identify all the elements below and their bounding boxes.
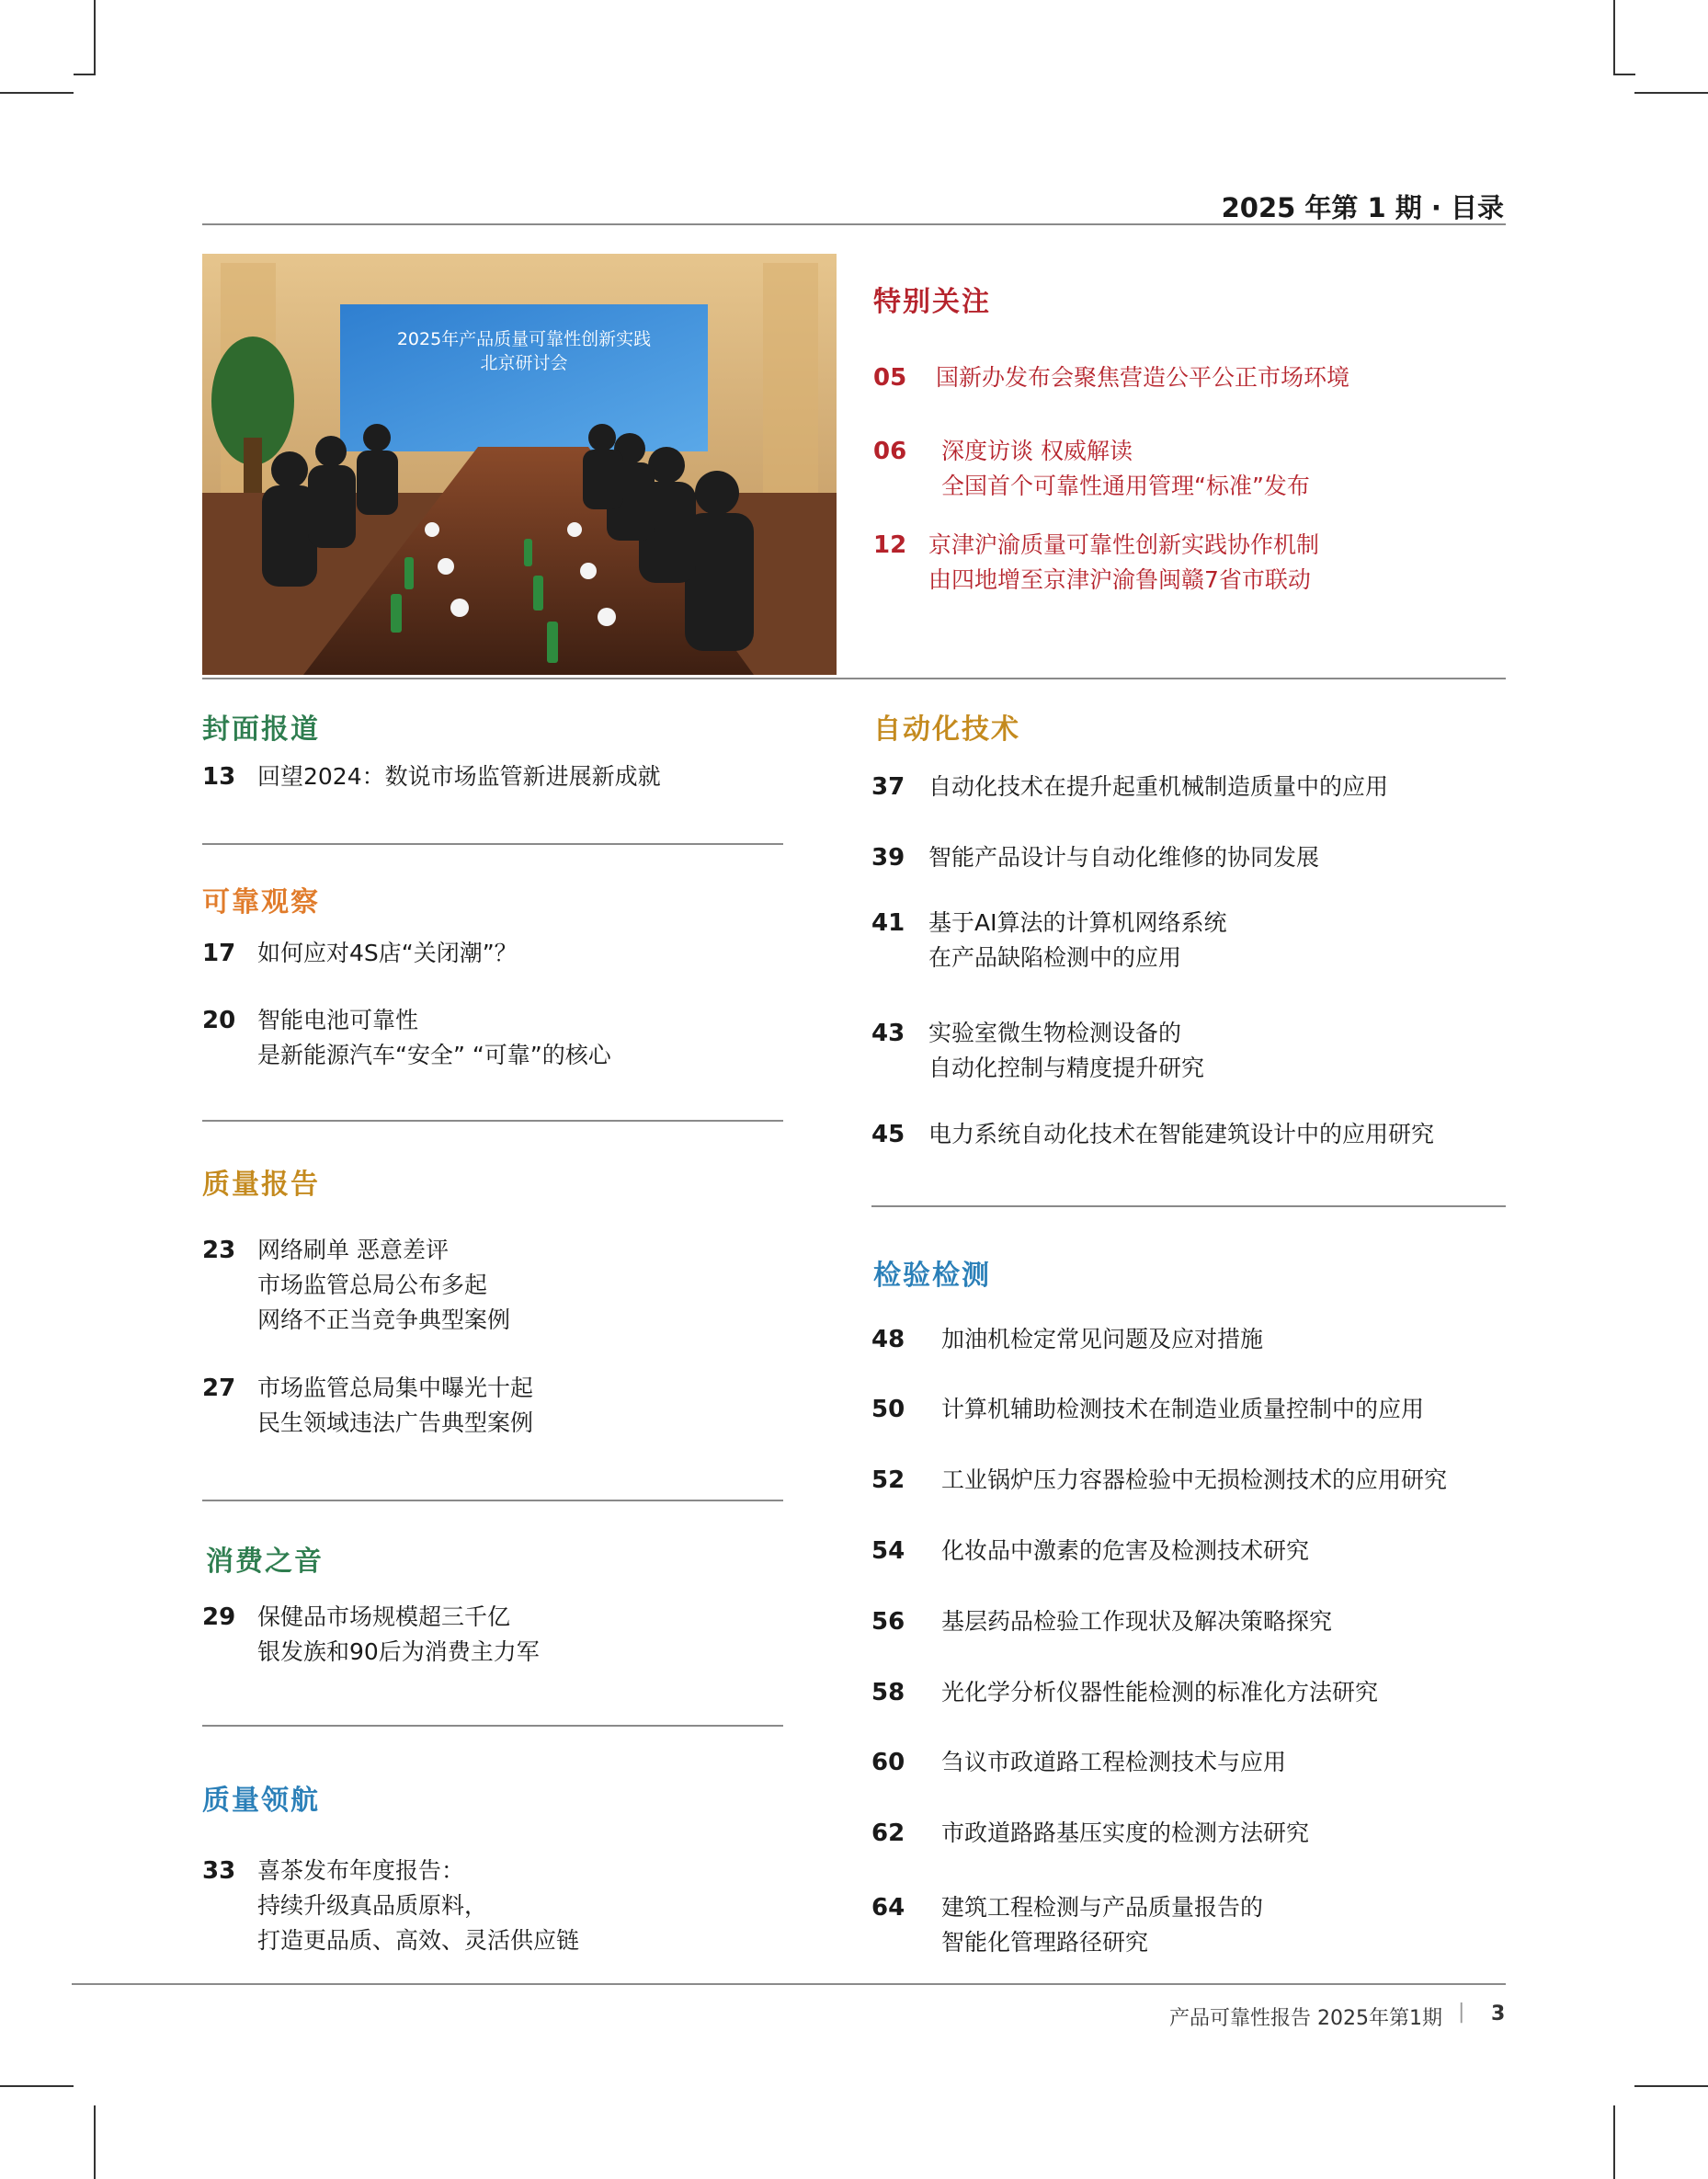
entry-page: 54 [871,1537,905,1565]
section-rule [202,843,783,845]
entry-title: 智能产品设计与自动化维修的协同发展 [928,844,1320,871]
entry-page: 12 [873,531,907,559]
entry-title: 计算机辅助检测技术在制造业质量控制中的应用 [941,1396,1425,1422]
section-title-observe: 可靠观察 [202,886,320,918]
entry-title: 打造更品质、高效、灵活供应链 [257,1927,580,1954]
entry-title: 自动化控制与精度提升研究 [928,1055,1205,1081]
header-rule [202,223,1506,225]
toc-entry[interactable] [871,1675,1378,1710]
toc-entry[interactable] [871,1463,1447,1498]
toc-entry[interactable] [871,1816,1309,1851]
toc-entry[interactable] [871,1745,1286,1780]
meeting-photo-illustration [202,254,837,675]
toc-entry[interactable] [871,1534,1309,1569]
entry-page: 64 [871,1894,905,1922]
entry-page: 20 [202,1007,236,1034]
entry-page: 05 [873,364,907,392]
entry-page: 45 [871,1121,905,1148]
entry-page: 60 [871,1749,905,1776]
banner-subtitle: 北京研讨会 [480,353,568,373]
entry-title: 光化学分析仪器性能检测的标准化方法研究 [941,1679,1379,1706]
entry-title: 由四地增至京津沪渝鲁闽赣7省市联动 [928,566,1311,593]
entry-title: 化妆品中激素的危害及检测技术研究 [941,1537,1310,1564]
banner-title: 2025年产品质量可靠性创新实践 [396,329,652,349]
page-number: 3 [1491,2002,1506,2025]
entry-title: 喜茶发布年度报告： [257,1857,465,1884]
toc-entry[interactable] [871,1117,1434,1152]
entry-title: 基于AI算法的计算机网络系统 [928,909,1227,936]
crop-mark [0,92,74,94]
section-title-automation: 自动化技术 [873,713,1020,746]
entry-page: 06 [873,438,907,465]
entry-title: 市政道路路基压实度的检测方法研究 [941,1820,1310,1846]
entry-title: 刍议市政道路工程检测技术与应用 [941,1749,1287,1775]
entry-page: 13 [202,763,236,791]
footer-publication: 产品可靠性报告 2025年第1期 [1169,2007,1442,2030]
page-header-title: 2025 年第 1 期 · 目录 [1221,192,1504,223]
entry-title: 市场监管总局公布多起 [257,1272,488,1298]
toc-entry[interactable] [871,1890,1263,1960]
entry-page: 39 [871,844,905,872]
entry-title: 全国首个可靠性通用管理“标准”发布 [941,473,1310,499]
entry-page: 29 [202,1603,236,1631]
cover-photo [202,254,837,675]
toc-entry[interactable] [202,1854,579,1958]
entry-title: 智能化管理路径研究 [941,1929,1149,1956]
entry-title: 市场监管总局集中曝光十起 [257,1375,534,1401]
entry-title: 京津沪渝质量可靠性创新实践协作机制 [928,531,1320,558]
entry-page: 50 [871,1396,905,1423]
footer-rule [72,1983,1506,1985]
toc-entry[interactable] [871,840,1319,875]
entry-page: 23 [202,1237,236,1264]
crop-mark [1613,74,1635,75]
entry-page: 58 [871,1679,905,1706]
entry-title: 保健品市场规模超三千亿 [257,1603,511,1630]
toc-entry[interactable] [871,1016,1204,1086]
toc-entry[interactable] [873,360,1349,395]
entry-title: 在产品缺陷检测中的应用 [928,944,1182,971]
entry-page: 43 [871,1020,905,1047]
section-rule [202,1725,783,1727]
entry-title: 实验室微生物检测设备的 [928,1020,1182,1046]
crop-mark [1634,2085,1708,2087]
section-rule [202,1120,783,1122]
crop-mark [74,74,96,75]
entry-title: 基层药品检验工作现状及解决策略探究 [941,1608,1333,1635]
section-title-quality: 质量报告 [202,1169,320,1201]
entry-title: 网络刷单 恶意差评 [257,1237,449,1263]
entry-title: 建筑工程检测与产品质量报告的 [941,1894,1264,1921]
toc-entry[interactable] [202,1371,533,1441]
crop-mark [1634,92,1708,94]
section-rule [871,1205,1506,1207]
entry-page: 37 [871,773,905,801]
toc-entry[interactable] [871,1392,1424,1427]
section-title-special: 特别关注 [873,286,991,318]
entry-page: 62 [871,1820,905,1847]
toc-entry[interactable] [202,1003,611,1073]
toc-entry[interactable] [871,1322,1263,1357]
entry-page: 48 [871,1326,905,1353]
entry-title: 自动化技术在提升起重机械制造质量中的应用 [928,773,1389,800]
section-title-inspection: 检验检测 [873,1260,991,1292]
toc-entry[interactable] [871,906,1226,975]
toc-entry[interactable] [871,770,1388,804]
entry-page: 27 [202,1375,236,1402]
entry-page: 17 [202,940,236,967]
entry-page: 41 [871,909,905,937]
entry-title: 电力系统自动化技术在智能建筑设计中的应用研究 [928,1121,1435,1147]
entry-title: 加油机检定常见问题及应对措施 [941,1326,1264,1352]
entry-title: 是新能源汽车“安全” “可靠”的核心 [257,1042,611,1068]
toc-entry[interactable] [873,434,1310,504]
crop-mark [0,2085,74,2087]
toc-entry[interactable] [202,1233,510,1338]
entry-title: 网络不正当竞争典型案例 [257,1306,511,1333]
toc-entry[interactable] [873,528,1319,598]
entry-title: 持续升级真品质原料， [257,1892,488,1919]
crop-mark [94,2105,96,2179]
entry-title: 国新办发布会聚焦营造公平公正市场环境 [936,364,1350,391]
entry-title: 银发族和90后为消费主力军 [257,1638,540,1665]
entry-page: 52 [871,1466,905,1494]
entry-title: 智能电池可靠性 [257,1007,419,1033]
entry-page: 33 [202,1857,236,1885]
crop-mark [1613,2105,1615,2179]
entry-page: 56 [871,1608,905,1636]
toc-entry[interactable] [871,1604,1332,1639]
entry-title: 民生领域违法广告典型案例 [257,1409,534,1436]
crop-mark [1613,0,1615,74]
toc-entry[interactable] [202,936,518,971]
entry-title: 回望2024：数说市场监管新进展新成就 [257,763,661,790]
entry-title: 工业锅炉压力容器检验中无损检测技术的应用研究 [941,1466,1448,1493]
section-title-lead: 质量领航 [202,1785,320,1817]
section-title-consumer: 消费之音 [206,1546,324,1578]
photo-section-rule [202,678,1506,679]
crop-mark [94,0,96,74]
entry-title: 深度访谈 权威解读 [941,438,1133,464]
toc-entry[interactable] [202,759,661,794]
toc-entry[interactable] [202,1600,540,1670]
section-title-cover: 封面报道 [202,713,320,746]
footer-separator: | [1458,2001,1465,2024]
entry-title: 如何应对4S店“关闭潮”？ [257,940,518,966]
section-rule [202,1500,783,1501]
